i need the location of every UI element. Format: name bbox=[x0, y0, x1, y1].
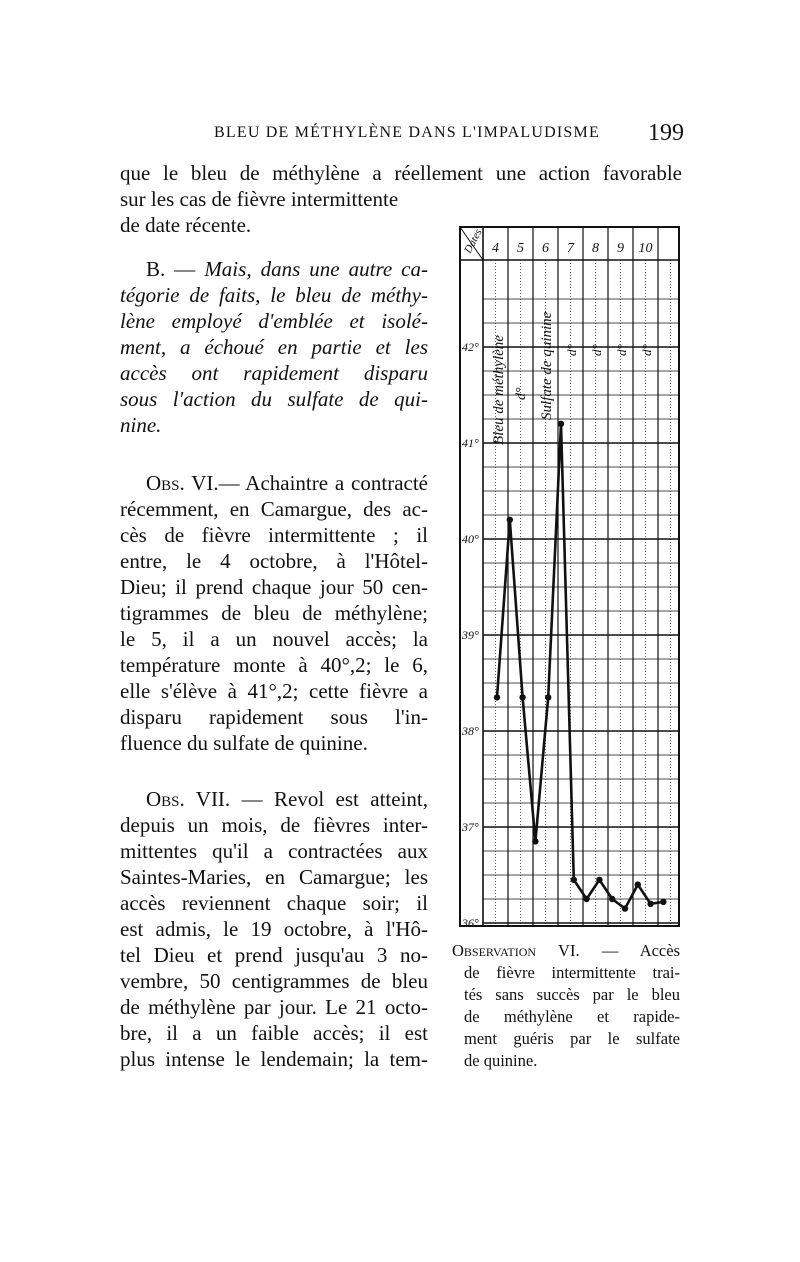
chart-x-tick-label: 8 bbox=[592, 241, 599, 256]
chart-treatment-label: d° bbox=[564, 344, 579, 356]
obs7-line-9: de méthylène par jour. Le 21 octo- bbox=[120, 995, 428, 1019]
chart-y-tick-label: 42° bbox=[462, 340, 479, 354]
section-b-line-4: ment, a échoué en partie et les bbox=[120, 335, 428, 359]
caption-line-1 bbox=[452, 940, 680, 962]
temperature-point bbox=[571, 877, 577, 883]
section-b-line-2: tégorie de faits, le bleu de méthy- bbox=[120, 283, 428, 307]
chart-treatment-label: Sulfate de quinine bbox=[539, 311, 555, 420]
temperature-point bbox=[647, 901, 653, 907]
caption-line-5: ment guéris par le sulfate bbox=[464, 1029, 680, 1048]
intro-line-3: de date récente. bbox=[120, 213, 252, 237]
temperature-point bbox=[558, 421, 564, 427]
section-b-line-3: lène employé d'emblée et isolé- bbox=[120, 309, 428, 333]
chart-y-tick-label: 41° bbox=[462, 436, 479, 450]
chart-x-tick-label: 9 bbox=[617, 241, 624, 256]
chart-treatment-label: d° bbox=[514, 387, 529, 400]
temperature-point bbox=[635, 881, 641, 887]
obs7-line-6: est admis, le 19 octobre, à l'Hô- bbox=[120, 917, 428, 941]
temperature-point bbox=[494, 694, 500, 700]
chart-treatment-label: d° bbox=[589, 344, 604, 356]
obs7-line-5: accès reviennent chaque soir; il bbox=[120, 891, 428, 915]
chart-x-tick-label: 4 bbox=[492, 241, 499, 256]
obs6-line-6: tigrammes de bleu de méthylène; bbox=[120, 601, 428, 625]
obs6-line-5: Dieu; il prend chaque jour 50 cen- bbox=[120, 575, 428, 599]
caption-line-4: de méthylène et rapide- bbox=[464, 1007, 680, 1026]
chart-y-tick-label: 36° bbox=[462, 916, 479, 930]
obs6-line-4: entre, le 4 octobre, à l'Hôtel- bbox=[120, 549, 428, 573]
chart-frame bbox=[460, 227, 679, 926]
section-b-text: Mais, dans une autre ca- bbox=[204, 257, 429, 281]
obs6-text: — Achaintre a contracté bbox=[218, 471, 428, 495]
intro-line-1: que le bleu de méthylène a réellement une action favorable bbox=[120, 161, 682, 185]
caption-line-2: de fièvre intermittente trai- bbox=[464, 963, 680, 982]
obs7-text: — Revol est atteint, bbox=[241, 787, 428, 811]
obs6-line-11: fluence du sulfate de quinine. bbox=[120, 731, 368, 755]
obs7-line-2: depuis un mois, de fièvres inter- bbox=[120, 813, 428, 837]
chart-series bbox=[494, 421, 667, 912]
temperature-chart bbox=[455, 222, 685, 932]
chart-x-tick-label: 7 bbox=[567, 241, 574, 256]
temperature-curve bbox=[497, 424, 663, 909]
caption-label: Observation VI. bbox=[452, 941, 580, 960]
caption-line-6: de quinine. bbox=[464, 1051, 538, 1070]
chart-grid bbox=[460, 227, 679, 926]
running-title: BLEU DE MÉTHYLÈNE DANS L'IMPALUDISME bbox=[214, 124, 600, 141]
chart-header-label: Dates bbox=[462, 227, 485, 256]
section-b-line-5: accès ont rapidement disparu bbox=[120, 361, 428, 385]
temperature-point bbox=[545, 694, 551, 700]
chart-y-tick-label: 37° bbox=[462, 820, 479, 834]
obs7-line-7: tel Dieu et prend jusqu'au 3 no- bbox=[120, 943, 428, 967]
section-b-line-7: nine. bbox=[120, 413, 162, 437]
obs7-line-1 bbox=[146, 786, 428, 812]
chart-y-tick-label: 38° bbox=[462, 724, 479, 738]
chart-x-tick-label: 6 bbox=[542, 241, 549, 256]
obs6-line-8: température monte à 40°,2; le 6, bbox=[120, 653, 428, 677]
intro-line-2: sur les cas de fièvre intermittente bbox=[120, 187, 399, 211]
obs7-line-8: vembre, 50 centigrammes de bleu bbox=[120, 969, 428, 993]
temperature-point bbox=[583, 896, 589, 902]
caption-text: — Accès bbox=[601, 941, 680, 960]
temperature-point bbox=[532, 838, 538, 844]
section-b-lead: B. — bbox=[146, 257, 196, 281]
obs6-line-9: elle s'élève à 41°,2; cette fièvre a bbox=[120, 679, 428, 703]
chart-treatment-label: d° bbox=[639, 344, 654, 356]
caption-line-3: tés sans succès par le bleu bbox=[464, 985, 680, 1004]
obs7-line-4: Saintes-Maries, en Camargue; les bbox=[120, 865, 428, 889]
obs6-line-2: récemment, en Camargue, des ac- bbox=[120, 497, 428, 521]
chart-treatment-label: d° bbox=[614, 344, 629, 356]
chart-y-tick-label: 39° bbox=[462, 628, 479, 642]
obs6-label: Obs. VI. bbox=[146, 471, 219, 495]
temperature-point bbox=[622, 905, 628, 911]
temperature-point bbox=[507, 517, 513, 523]
obs6-line-3: cès de fièvre intermittente ; il bbox=[120, 523, 428, 547]
obs7-label: Obs. VII. bbox=[146, 787, 231, 811]
chart-x-tick-label: 5 bbox=[517, 241, 524, 256]
section-b-line-1 bbox=[146, 256, 428, 282]
temperature-point bbox=[596, 877, 602, 883]
obs7-line-10: bre, il a un faible accès; il est bbox=[120, 1021, 428, 1045]
temperature-point bbox=[609, 896, 615, 902]
running-header bbox=[214, 120, 684, 150]
obs6-line-10: disparu rapidement sous l'in- bbox=[120, 705, 428, 729]
obs6-line-7: le 5, il a un nouvel accès; la bbox=[120, 627, 428, 651]
temperature-point bbox=[660, 899, 666, 905]
obs7-line-11: plus intense le lendemain; la tem- bbox=[120, 1047, 428, 1071]
section-b-line-6: sous l'action du sulfate de qui- bbox=[120, 387, 428, 411]
chart-x-tick-label: 10 bbox=[638, 241, 653, 256]
page-number: 199 bbox=[648, 120, 684, 146]
chart-y-tick-label: 40° bbox=[462, 532, 479, 546]
obs6-line-1 bbox=[146, 470, 428, 496]
obs7-line-3: mittentes qu'il a contractées aux bbox=[120, 839, 428, 863]
chart-treatment-label: Bleu de méthylène bbox=[491, 335, 507, 445]
temperature-point bbox=[519, 694, 525, 700]
